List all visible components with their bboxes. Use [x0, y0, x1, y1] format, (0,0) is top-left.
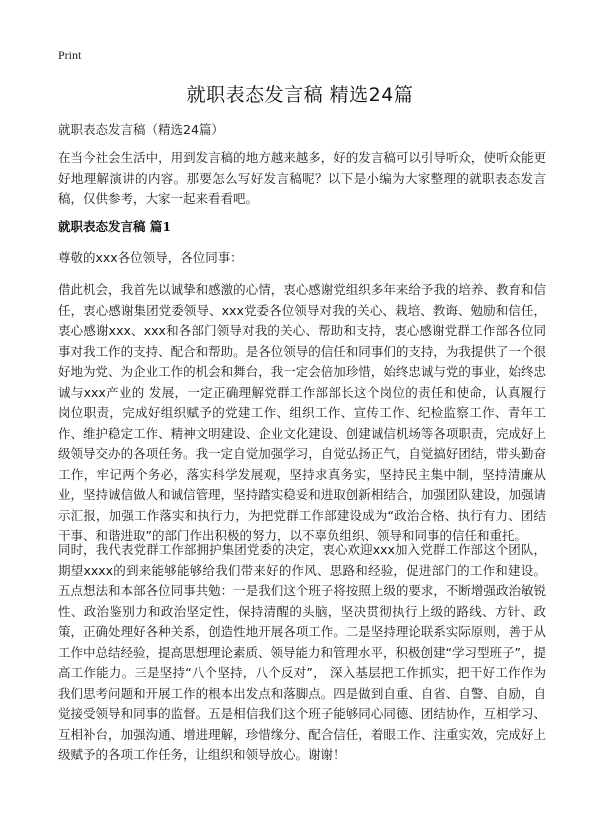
section-heading: 就职表态发言稿 篇1 [58, 219, 172, 234]
intro-paragraph: 在当今社会生活中，用到发言稿的地方越来越多，好的发言稿可以引导听众，使听众能更好地理解演讲的内容。那要怎么写好发言稿呢？以下是小编为大家整理的就职表态发言稿，仅供参考，大家一起来看看吧。 [58, 150, 546, 206]
print-link[interactable]: Print [58, 48, 82, 62]
page-title: 就职表态发言稿 精选24篇 [186, 84, 414, 106]
document-subtitle: 就职表态发言稿（精选24篇） [58, 122, 224, 137]
body-paragraph: 借此机会，我首先以诚挚和感激的心情，衷心感谢党组织多年来给予我的培养、教育和信任，衷心感谢集团党委领导、xxx党委各位领导对我的关心、栽培、教诲、勉励和信任，衷心感谢xxx、xxx和各部门领导对我的关心、帮助和支持，衷心感谢党群工作部各位同事对我工作的支持、配合和帮助。是各位领导的信任和同事们的支持，为我提供了一个很好地为党、为企业工作的机会和舞台，我一定会倍加珍惜，始终忠诚与党的事业，始终忠诚与xxx产业的 发展，一定正确理解党群工作部部长这个岗位的责任和使命，认真履行岗位职责，完成好组织赋予的党建工作、组织工作、宣传工作、纪检监察工作、青年工作、维护稳定工作、精神文明建设、企业文化建设、创建诚信机场等各项职责，完成好上级领导交办的各项任务。我一定自觉加强学习，自觉弘扬正气，自觉搞好团结，带头勤奋工作，牢记两个务必，落实科学发展观，坚持求真务实，坚持民主集中制，坚持清廉从业，坚持诚信做人和诚信管理，坚持踏实稳妥和进取创新相结合，加强团队建设，加强请示汇报，加强工作落实和执行力，为把党群工作部建设成为“政治合格、执行有力、团结干事、和谐进取”的部门作出积极的努力，以不辜负组织、领导和同事的信任和重托。 [58, 282, 546, 543]
salutation: 尊敬的xxx各位领导，各位同事： [58, 250, 243, 265]
body-paragraph: 同时，我代表党群工作部拥护集团党委的决定，衷心欢迎xxx加入党群工作部这个团队，期望xxxx的到来能够能够给我们带来好的作风、思路和经验，促进部门的工作和建设。五点想法和本部各位同事共勉：一是我们这个班子将按照上级的要求，不断增强政治敏锐性、政治鉴别力和政治坚定性，保持清醒的头脑，坚决贯彻执行上级的路线、方针、政策，正确处理好各种关系，创造性地开展各项工作。二是坚持理论联系实际原则，善于从工作中总结经验，提高思想理论素质、领导能力和管理水平，积极创建“学习型班子”，提高工作能力。三是坚持“八个坚持，八个反对”， 深入基层把工作抓实，把干好工作作为我们思考问题和开展工作的根本出发点和落脚点。四是做到自重、自省、自警、自励，自觉接受领导和同事的监督。五是相信我们这个班子能够同心同德、团结协作，互相学习、互相补台，加强沟通、增进理解，珍惜缘分、配合信任，着眼工作、注重实效，完成好上级赋予的各项工作任务，让组织和领导放心。谢谢！ [58, 542, 546, 762]
